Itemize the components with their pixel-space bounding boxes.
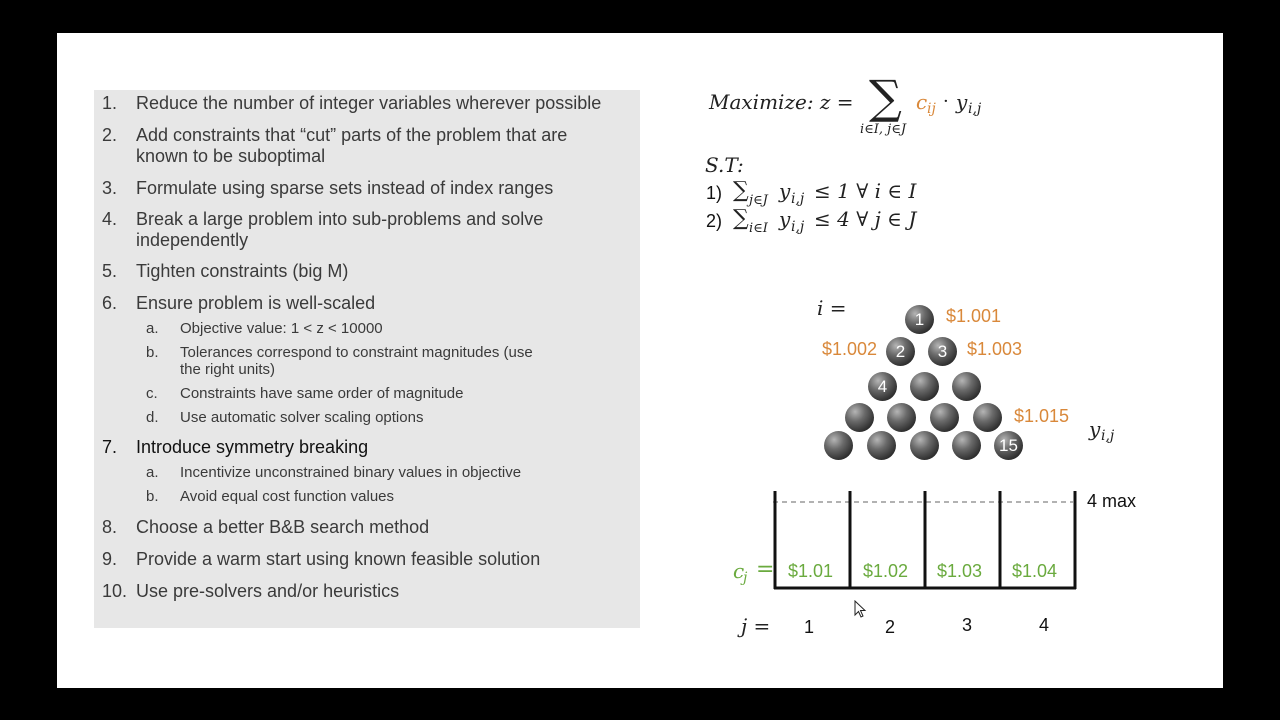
bin-cost-1: $1.01 — [788, 561, 834, 581]
subtip-letter: c. — [146, 385, 158, 402]
bin-cost-4: $1.04 — [1012, 561, 1058, 581]
constraint-2-y: y — [779, 207, 791, 231]
tip-number: 5. — [102, 261, 118, 281]
tip-number: 2. — [102, 125, 118, 145]
ball — [824, 431, 853, 460]
tip-number: 6. — [102, 293, 118, 313]
capacity-label: 4 max — [1087, 491, 1137, 511]
ball — [952, 431, 981, 460]
constraint-1-sum: ∑ — [733, 178, 749, 203]
subtip-text: Use automatic solver scaling options — [180, 409, 424, 426]
tip-text: Reduce the number of integer variables wherever possible — [136, 93, 602, 113]
subject-to-label: S.T: — [705, 153, 744, 177]
constraint-1-subscript: j∈J — [749, 193, 768, 208]
mouse-cursor-icon — [854, 600, 868, 620]
tip-text: Formulate using sparse sets instead of index ranges — [136, 178, 554, 198]
constraint-1-y: y — [779, 179, 791, 203]
tip-text: Provide a warm start using known feasible solution — [136, 549, 541, 569]
sum-symbol: ∑ — [869, 70, 902, 124]
c-j-label: c — [733, 559, 745, 583]
constraint-1-number: 1) — [706, 183, 723, 203]
constraint-2-number: 2) — [706, 211, 723, 231]
price-ball-1: $1.001 — [946, 306, 1002, 326]
price-ball-3: $1.003 — [967, 339, 1023, 359]
tip-number: 1. — [102, 93, 118, 113]
subtip-text: Incentivize unconstrained binary values in objective — [180, 464, 522, 481]
tip-text: Use pre-solvers and/or heuristics — [136, 581, 400, 601]
bin-index-1: 1 — [804, 617, 815, 637]
cost-coefficient: c — [916, 90, 928, 114]
constraint-2-y-subscript: i,j — [791, 219, 805, 235]
bins-outline — [757, 483, 1087, 603]
bin-index-2: 2 — [885, 617, 896, 637]
tip-text: Add constraints that “cut” parts of the problem that are known to be suboptimal — [136, 125, 568, 166]
ball-3: 3 — [928, 337, 957, 366]
subtip-text: Constraints have same order of magnitude — [180, 385, 464, 402]
ball — [952, 372, 981, 401]
constraint-1-y-subscript: i,j — [791, 191, 805, 207]
y-subscript: i,j — [968, 101, 982, 117]
ball — [867, 431, 896, 460]
subtip-text: Avoid equal cost function values — [180, 488, 395, 505]
ball — [910, 431, 939, 460]
dot-operator: · — [943, 91, 949, 112]
bin-index-3: 3 — [962, 615, 973, 635]
sum-subscript: i∈I, j∈J — [860, 122, 907, 137]
c-j-equals: = — [756, 557, 775, 582]
subtip-letter: a. — [146, 464, 159, 481]
subtip-letter: a. — [146, 320, 159, 337]
ball — [910, 372, 939, 401]
price-ball-2: $1.002 — [822, 339, 878, 359]
tip-text: Choose a better B&B search method — [136, 517, 430, 537]
i-label: i = — [817, 296, 847, 320]
y-ij-label: y — [1089, 417, 1101, 441]
tip-text: Tighten constraints (big M) — [136, 261, 349, 281]
bin-index-4: 4 — [1039, 615, 1050, 635]
tip-number: 4. — [102, 209, 118, 229]
constraint-2-subscript: i∈I — [749, 221, 768, 236]
tip-number: 7. — [102, 437, 118, 457]
y-variable: y — [956, 90, 968, 114]
ball — [845, 403, 874, 432]
constraint-1-bound: ≤ 1 ∀ i ∈ I — [814, 179, 917, 203]
price-ball-15: $1.015 — [1014, 406, 1070, 426]
ball-2: 2 — [886, 337, 915, 366]
bin-cost-3: $1.03 — [937, 561, 983, 581]
subtip-text: Objective value: 1 < z < 10000 — [180, 320, 383, 337]
y-ij-subscript: i,j — [1101, 428, 1115, 444]
ball-1: 1 — [905, 305, 934, 334]
tip-text: Break a large problem into sub-problems and solve independently — [136, 209, 544, 250]
ball-4: 4 — [868, 372, 897, 401]
tip-number: 3. — [102, 178, 118, 198]
bin-cost-2: $1.02 — [863, 561, 909, 581]
subtip-text: Tolerances correspond to constraint magnitudes (use the right units) — [180, 344, 533, 378]
c-j-subscript: j — [743, 570, 748, 586]
cost-subscript: ij — [927, 101, 936, 117]
constraint-2-bound: ≤ 4 ∀ j ∈ J — [814, 207, 917, 231]
tip-number: 10. — [102, 581, 128, 601]
tips-panel — [94, 90, 640, 628]
constraint-2-sum: ∑ — [733, 206, 749, 231]
subtip-letter: b. — [146, 488, 159, 505]
ball — [930, 403, 959, 432]
tip-number: 8. — [102, 517, 118, 537]
ball-15: 15 — [994, 431, 1023, 460]
ball — [887, 403, 916, 432]
tip-text: Ensure problem is well-scaled — [136, 293, 376, 313]
ball — [973, 403, 1002, 432]
tip-number: 9. — [102, 549, 118, 569]
j-label: j = — [741, 614, 771, 638]
subtip-letter: b. — [146, 344, 159, 361]
subtip-letter: d. — [146, 409, 159, 426]
maximize-label: Maximize: z = — [709, 90, 854, 114]
slide — [57, 33, 1223, 688]
tip-text: Introduce symmetry breaking — [136, 437, 369, 457]
